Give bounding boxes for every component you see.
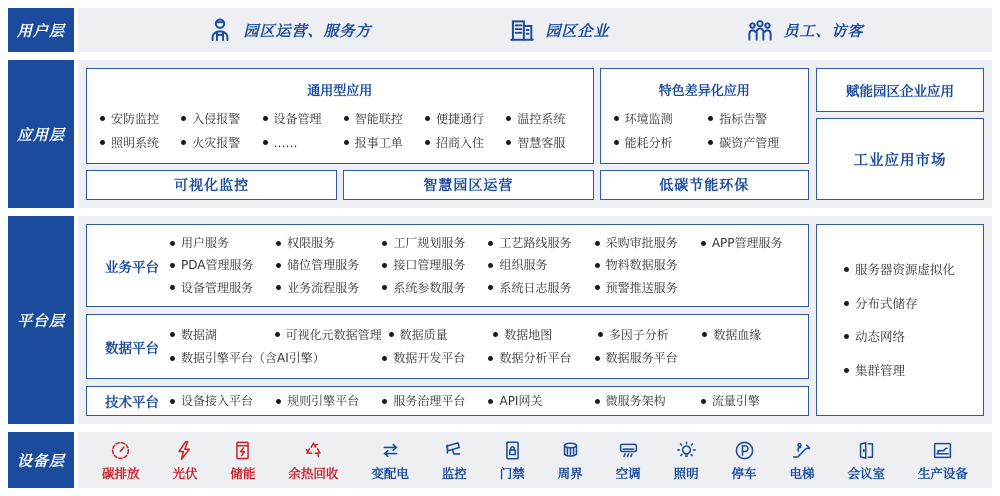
device-label: 停车 — [731, 465, 757, 481]
special-apps-row — [613, 112, 796, 126]
device-energy-storage — [230, 439, 255, 482]
service-item: PDA管理服务 — [169, 258, 269, 272]
service-row — [169, 351, 800, 365]
service-item: 工厂规划服务 — [381, 236, 481, 250]
service-item: APP管理服务 — [700, 236, 800, 250]
service-item: 数据引擎平台（含AI引擎） — [169, 351, 375, 365]
gauge-icon — [109, 439, 132, 462]
app-item: 指标告警 — [707, 112, 796, 126]
device-meeting-room — [847, 439, 885, 482]
device-label: 储能 — [230, 465, 256, 481]
banner-visual-monitoring — [86, 170, 337, 200]
device-label: 光伏 — [172, 465, 198, 481]
user-group-park-operators — [206, 16, 371, 44]
device-layer-label: 设备层 — [8, 432, 74, 488]
business-platform-box — [86, 224, 809, 307]
business-platform-title: 业务平台 — [105, 259, 159, 276]
tech-platform-rows — [169, 390, 800, 412]
infrastructure-list — [817, 225, 983, 415]
user-group-park-enterprises — [508, 16, 609, 44]
app-item: 安防监控 — [99, 112, 174, 126]
device-label: 照明 — [673, 465, 699, 481]
device-access-control — [500, 439, 525, 482]
device-label: 空调 — [615, 465, 641, 481]
data-platform-box — [86, 314, 809, 379]
device-label: 余热回收 — [288, 465, 339, 481]
escalator-icon — [790, 439, 813, 462]
enterprise-building-icon — [508, 16, 536, 44]
service-item: 数据地图 — [492, 328, 591, 342]
banner-label: 智慧园区运营 — [423, 178, 514, 194]
data-platform-title: 数据平台 — [105, 340, 159, 357]
service-row — [169, 281, 800, 295]
device-label: 变配电 — [371, 465, 409, 481]
infrastructure-item: 动态网络 — [843, 329, 983, 344]
infrastructure-item: 集群管理 — [843, 363, 983, 378]
special-apps-box — [600, 68, 809, 164]
service-item: 数据服务平台 — [594, 351, 694, 365]
device-elevator — [789, 439, 814, 482]
market-label: 工业应用市场 — [853, 152, 947, 169]
service-item: 接口管理服务 — [381, 258, 481, 272]
device-parking — [732, 439, 757, 482]
recycle-icon — [302, 439, 325, 462]
service-item: 工艺路线服务 — [487, 236, 587, 250]
app-item: 温控系统 — [505, 112, 580, 126]
cctv-camera-icon — [443, 439, 466, 462]
device-solar-pv — [172, 439, 197, 482]
app-item: 便捷通行 — [424, 112, 499, 126]
production-machine-icon — [931, 439, 954, 462]
service-item: 数据分析平台 — [487, 351, 587, 365]
app-item: 智慧客服 — [505, 136, 580, 150]
infrastructure-item: 服务器资源虚拟化 — [843, 262, 983, 277]
app-item: 能耗分析 — [613, 136, 702, 150]
general-apps-box — [86, 68, 594, 164]
app-item: 入侵报警 — [180, 112, 255, 126]
device-label: 监控 — [441, 465, 467, 481]
people-group-icon — [746, 16, 774, 44]
user-group-label: 园区企业 — [545, 21, 610, 40]
service-item: 数据湖 — [169, 328, 268, 342]
service-item: 设备接入平台 — [169, 394, 269, 408]
device-production-equipment — [918, 439, 968, 482]
service-item: 权限服务 — [275, 236, 375, 250]
business-platform-rows — [169, 228, 800, 303]
app-item: 智能联控 — [343, 112, 418, 126]
device-perimeter — [558, 439, 583, 482]
user-group-label: 员工、访客 — [783, 21, 864, 40]
service-item: 组织服务 — [487, 258, 587, 272]
device-label: 生产设备 — [917, 465, 968, 481]
empower-enterprise-apps-box — [816, 68, 984, 112]
user-group-staff-visitors — [746, 16, 863, 44]
application-main-area — [86, 68, 809, 200]
device-power-distribution — [371, 439, 409, 482]
general-apps-title: 通用型应用 — [307, 83, 373, 99]
battery-storage-icon — [231, 439, 254, 462]
service-item: 用户服务 — [169, 236, 269, 250]
app-item: 招商入住 — [424, 136, 499, 150]
service-item: 流量引擎 — [700, 394, 800, 408]
app-item: 报事工单 — [343, 136, 418, 150]
infrastructure-item: 分布式储存 — [843, 296, 983, 311]
service-item: 数据开发平台 — [381, 351, 481, 365]
access-lock-icon — [501, 439, 524, 462]
app-item: 火灾报警 — [180, 136, 255, 150]
device-layer-row — [8, 432, 992, 488]
parking-icon — [733, 439, 756, 462]
perimeter-fence-icon — [559, 439, 582, 462]
service-item: 规则引擎平台 — [275, 394, 375, 408]
banner-label: 可视化监控 — [174, 178, 250, 194]
platform-main-area — [86, 224, 809, 416]
general-apps-row — [99, 112, 581, 126]
device-surveillance — [442, 439, 467, 482]
banner-label: 低碳节能环保 — [659, 178, 750, 194]
industrial-app-market-box — [816, 118, 984, 200]
infrastructure-box — [816, 224, 984, 416]
lightning-bolt-icon — [173, 439, 196, 462]
service-worker-icon — [206, 16, 234, 44]
service-item: 多因子分析 — [597, 328, 696, 342]
service-item: 系统参数服务 — [381, 281, 481, 295]
banner-smart-park-operation — [343, 170, 593, 200]
empower-label: 赋能园区企业应用 — [846, 84, 954, 100]
service-row — [169, 328, 800, 342]
device-label: 会议室 — [847, 465, 885, 481]
platform-layer-body — [78, 216, 992, 424]
user-layer-label: 用户层 — [8, 8, 74, 52]
device-waste-heat-recovery — [288, 439, 338, 482]
service-item: 预警推送服务 — [594, 281, 694, 295]
service-row — [169, 236, 800, 250]
user-group-label: 园区运营、服务方 — [243, 21, 372, 40]
application-right-column — [816, 68, 984, 200]
app-item: 设备管理 — [262, 112, 337, 126]
air-conditioner-icon — [617, 439, 640, 462]
banner-low-carbon-env — [600, 170, 809, 200]
user-layer-row — [8, 8, 992, 52]
tech-platform-title: 技术平台 — [105, 395, 159, 412]
platform-layer-label: 平台层 — [8, 216, 74, 424]
app-item: 碳资产管理 — [707, 136, 796, 150]
device-label: 碳排放 — [102, 465, 140, 481]
service-item: 采购审批服务 — [594, 236, 694, 250]
application-layer-row — [8, 60, 992, 208]
service-item: 数据血缘 — [701, 328, 800, 342]
device-lighting — [674, 439, 699, 482]
service-item: 微服务架构 — [594, 394, 694, 408]
platform-layer-row — [8, 216, 992, 424]
power-exchange-arrows-icon — [379, 439, 402, 462]
service-item: 设备管理服务 — [169, 281, 269, 295]
application-layer-body — [78, 60, 992, 208]
service-item: 储位管理服务 — [275, 258, 375, 272]
light-bulb-icon — [675, 439, 698, 462]
data-platform-rows — [169, 318, 800, 375]
device-layer-body — [78, 432, 992, 488]
device-label: 电梯 — [789, 465, 815, 481]
device-carbon-emission — [102, 439, 140, 482]
device-air-conditioning — [616, 439, 641, 482]
app-item: 环境监测 — [613, 112, 702, 126]
device-label: 周界 — [557, 465, 583, 481]
service-item: 业务流程服务 — [275, 281, 375, 295]
device-label: 门禁 — [499, 465, 525, 481]
service-row — [169, 394, 800, 408]
application-layer-label: 应用层 — [8, 60, 74, 208]
service-item: 可视化元数据管理 — [274, 328, 382, 342]
special-apps-title: 特色差异化应用 — [658, 83, 750, 99]
app-item: 照明系统 — [99, 136, 174, 150]
user-layer-body — [78, 8, 992, 52]
service-item: 物料数据服务 — [594, 258, 694, 272]
service-item: 数据质量 — [388, 328, 487, 342]
special-apps-row — [613, 136, 796, 150]
meeting-room-door-icon — [855, 439, 878, 462]
tech-platform-box — [86, 386, 809, 416]
app-item: …… — [262, 136, 337, 150]
service-item: API网关 — [487, 394, 587, 408]
service-item: 系统日志服务 — [487, 281, 587, 295]
service-item: 服务治理平台 — [381, 394, 481, 408]
service-row — [169, 258, 800, 272]
general-apps-row — [99, 136, 581, 150]
